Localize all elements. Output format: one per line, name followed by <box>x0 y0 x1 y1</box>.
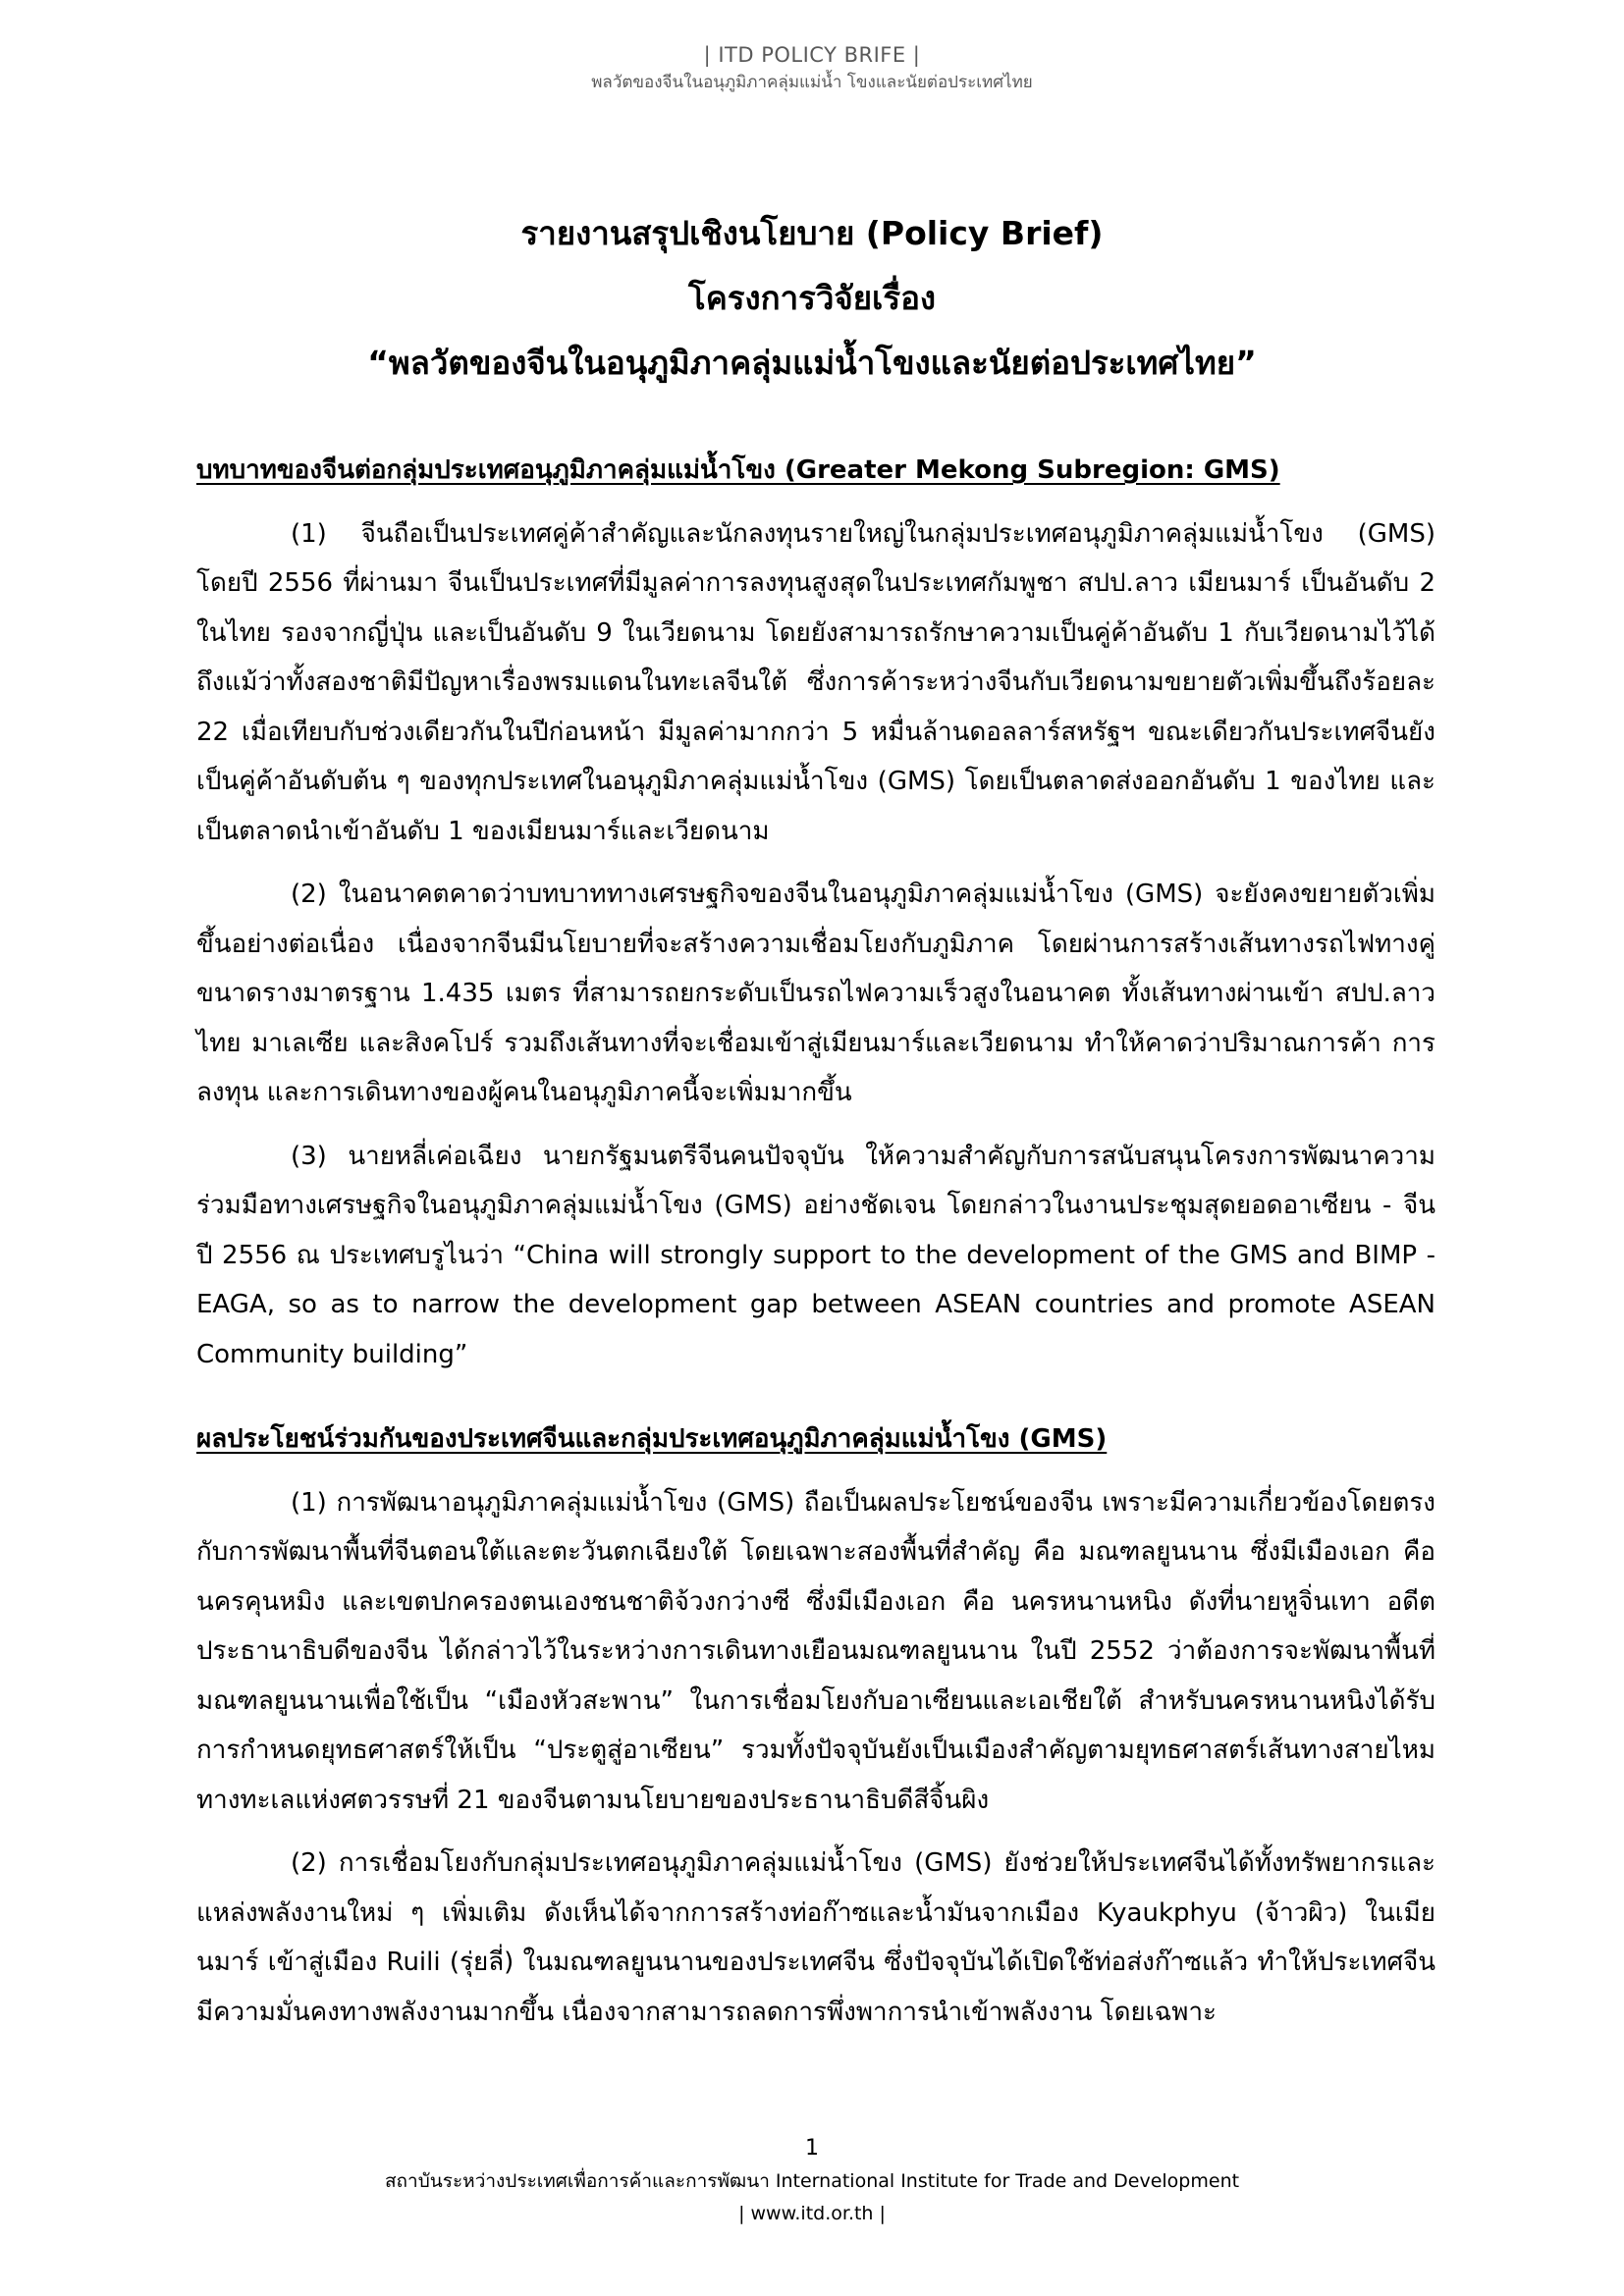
section-heading-china-role: บทบาทของจีนต่อกลุ่มประเทศอนุภูมิภาคลุ่มแม่น้ำโขง (Greater Mekong Subregion: GMS) <box>196 455 1280 485</box>
header-series: | ITD POLICY BRIFE | <box>703 43 921 67</box>
title-line-1: รายงานสรุปเชิงนโยบาย (Policy Brief) <box>520 214 1104 252</box>
paragraph: (3) นายหลี่เค่อเฉียง นายกรัฐมนตรีจีนคนปัจจุบัน ให้ความสำคัญกับการสนับสนุนโครงการพัฒนาความร่วมมือทางเศรษฐกิจในอนุภูมิภาคลุ่มแม่น้ำโขง (GMS) อย่างชัดเจน โดยกล่าวในงานประชุมสุดยอดอาเซียน - จีน ปี 2556 ณ ประเทศบรูไนว่า “China will strongly support to the development of the GMS and BIMP - EAGA, so as to narrow the development gap between ASEAN countries and promote ASEAN Community building” <box>196 1141 1435 1369</box>
paragraph: (2) การเชื่อมโยงกับกลุ่มประเทศอนุภูมิภาคลุ่มแม่น้ำโขง (GMS) ยังช่วยให้ประเทศจีนได้ทั้งทรัพยากรและแหล่งพลังงานใหม่ ๆ เพิ่มเติม ดังเห็นได้จากการสร้างท่อก๊าซและน้ำมันจากเมือง Kyaukphyu (จ้าวผิว) ในเมียนมาร์ เข้าสู่เมือง Ruili (รุ่ยลี่) ในมณฑลยูนนานของประเทศจีน ซึ่งปัจจุบันได้เปิดใช้ท่อส่งก๊าซแล้ว ทำให้ประเทศจีนมีความมั่นคงทางพลังงานมากขึ้น เนื่องจากสามารถลดการพึ่งพาการนำเข้าพลังงาน โดยเฉพาะ <box>196 1848 1435 2027</box>
title-line-2: โครงการวิจัยเรื่อง <box>687 279 936 317</box>
document-body <box>196 446 1435 2037</box>
document-title <box>0 201 1624 396</box>
header-subtitle: พลวัตของจีนในอนุภูมิภาคลุ่มแม่น้ำ โขงและนัยต่อประเทศไทย <box>591 73 1033 92</box>
page-footer <box>0 2132 1624 2230</box>
footer-website-link[interactable]: | www.itd.or.th | <box>738 2203 886 2224</box>
title-line-3: “พลวัตของจีนในอนุภูมิภาคลุ่มแม่น้ำโขงและนัยต่อประเทศไทย” <box>367 344 1257 382</box>
paragraph: (1) จีนถือเป็นประเทศคู่ค้าสำคัญและนักลงทุนรายใหญ่ในกลุ่มประเทศอนุภูมิภาคลุ่มแม่น้ำโขง (GMS) โดยปี 2556 ที่ผ่านมา จีนเป็นประเทศที่มีมูลค่าการลงทุนสูงสุดในประเทศกัมพูชา สปป.ลาว เมียนมาร์ เป็นอันดับ 2 ในไทย รองจากญี่ปุ่น และเป็นอันดับ 9 ในเวียดนาม โดยยังสามารถรักษาความเป็นคู่ค้าอันดับ 1 กับเวียดนามไว้ได้ ถึงแม้ว่าทั้งสองชาติมีปัญหาเรื่องพรมแดนในทะเลจีนใต้ ซึ่งการค้าระหว่างจีนกับเวียดนามขยายตัวเพิ่มขึ้นถึงร้อยละ 22 เมื่อเทียบกับช่วงเดียวกันในปีก่อนหน้า มีมูลค่ามากกว่า 5 หมื่นล้านดอลลาร์สหรัฐฯ ขณะเดียวกันประเทศจีนยังเป็นคู่ค้าอันดับต้น ๆ ของทุกประเทศในอนุภูมิภาคลุ่มแม่น้ำโขง (GMS) โดยเป็นตลาดส่งออกอันดับ 1 ของไทย และเป็นตลาดนำเข้าอันดับ 1 ของเมียนมาร์และเวียดนาม <box>196 518 1435 846</box>
section-heading-mutual-benefits: ผลประโยชน์ร่วมกันของประเทศจีนและกลุ่มประเทศอนุภูมิภาคลุ่มแม่น้ำโขง (GMS) <box>196 1424 1108 1454</box>
paragraph: (1) การพัฒนาอนุภูมิภาคลุ่มแม่น้ำโขง (GMS) ถือเป็นผลประโยชน์ของจีน เพราะมีความเกี่ยวข้องโดยตรงกับการพัฒนาพื้นที่จีนตอนใต้และตะวันตกเฉียงใต้ โดยเฉพาะสองพื้นที่สำคัญ คือ มณฑลยูนนาน ซึ่งมีเมืองเอก คือ นครคุนหมิง และเขตปกครองตนเองชนชาติจ้วงกว่างซี ซึ่งมีเมืองเอก คือ นครหนานหนิง ดังที่นายหูจิ่นเทา อดีตประธานาธิบดีของจีน ได้กล่าวไว้ในระหว่างการเดินทางเยือนมณฑลยูนนาน ในปี 2552 ว่าต้องการจะพัฒนาพื้นที่มณฑลยูนนานเพื่อใช้เป็น “เมืองหัวสะพาน” ในการเชื่อมโยงกับอาเซียนและเอเชียใต้ สำหรับนครหนานหนิงได้รับการกำหนดยุทธศาสตร์ให้เป็น “ประตูสู่อาเซียน” รวมทั้งปัจจุบันยังเป็นเมืองสำคัญตามยุทธศาสตร์เส้นทางสายไหมทางทะเลแห่งศตวรรษที่ 21 ของจีนตามนโยบายของประธานาธิบดีสีจิ้นผิง <box>196 1487 1436 1815</box>
page-number: 1 <box>805 2136 819 2161</box>
paragraph: (2) ในอนาคตคาดว่าบทบาททางเศรษฐกิจของจีนในอนุภูมิภาคลุ่มแม่น้ำโขง (GMS) จะยังคงขยายตัวเพิ่มขึ้นอย่างต่อเนื่อง เนื่องจากจีนมีนโยบายที่จะสร้างความเชื่อมโยงกับภูมิภาค โดยผ่านการสร้างเส้นทางรถไฟทางคู่ขนาดรางมาตรฐาน 1.435 เมตร ที่สามารถยกระดับเป็นรถไฟความเร็วสูงในอนาคต ทั้งเส้นทางผ่านเข้า สปป.ลาว ไทย มาเลเซีย และสิงคโปร์ รวมถึงเส้นทางที่จะเชื่อมเข้าสู่เมียนมาร์และเวียดนาม ทำให้คาดว่าปริมาณการค้า การลงทุน และการเดินทางของผู้คนในอนุภูมิภาคนี้จะเพิ่มมากขึ้น <box>196 880 1435 1107</box>
footer-institute: สถาบันระหว่างประเทศเพื่อการค้าและการพัฒนา International Institute for Trade and Development <box>384 2170 1240 2192</box>
page-header <box>0 41 1624 96</box>
